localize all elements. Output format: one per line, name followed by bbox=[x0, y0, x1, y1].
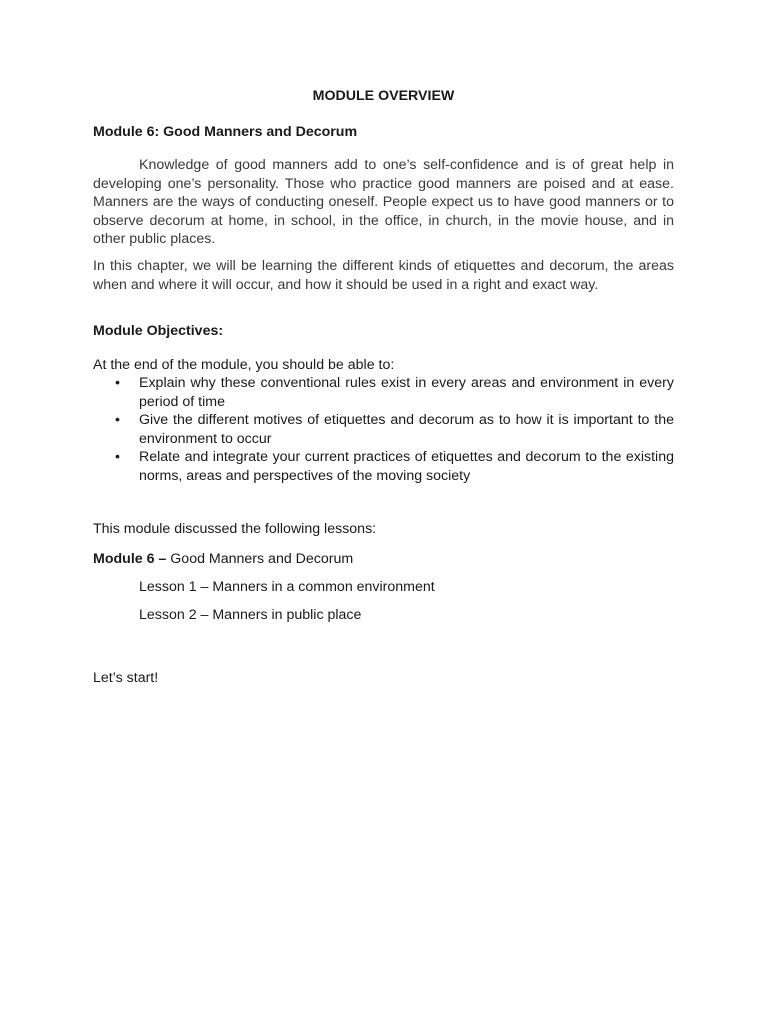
lessons-intro: This module discussed the following lessons: bbox=[93, 521, 377, 537]
objectives-intro: At the end of the module, you should be able to: bbox=[93, 357, 395, 373]
module-heading: Module 6: Good Manners and Decorum bbox=[93, 124, 358, 140]
chapter-paragraph: In this chapter, we will be learning the different kinds of etiquettes and decorum, the areas when and where it will occur, and how it should be used in a right and exact way. bbox=[93, 258, 674, 293]
lesson-item-1: Lesson 1 – Manners in a common environment bbox=[139, 579, 435, 595]
bullet-icon: • bbox=[115, 375, 120, 391]
objective-text: Give the different motives of etiquettes and decorum as to how it is important to the environment to occur bbox=[139, 412, 674, 447]
bullet-icon: • bbox=[115, 412, 120, 429]
bullet-icon: • bbox=[115, 449, 120, 466]
lesson-item-2: Lesson 2 – Manners in public place bbox=[139, 607, 362, 623]
closing-text: Let’s start! bbox=[93, 670, 159, 686]
objectives-heading: Module Objectives: bbox=[93, 323, 224, 339]
list-item bbox=[93, 411, 674, 448]
intro-paragraph: Knowledge of good manners add to one’s self-confidence and is of great help in developing one’s personality. Those who practice good manners are poised and at ease. Manners are the ways of conducting oneself. People expect us to have good manners or to observe decorum at home, in school, in the office, in church, in the movie house, and in other public places. bbox=[93, 157, 674, 248]
module-label: Module 6 – bbox=[93, 551, 167, 567]
module-line bbox=[93, 549, 353, 569]
objectives-list bbox=[93, 374, 674, 486]
list-item bbox=[93, 448, 674, 485]
document-page bbox=[93, 0, 674, 1024]
module-name: Good Manners and Decorum bbox=[166, 551, 354, 567]
page-title: MODULE OVERVIEW bbox=[312, 88, 455, 104]
list-item bbox=[93, 374, 674, 411]
objective-text: Relate and integrate your current practices of etiquettes and decorum to the existing norms, areas and perspectives of the moving society bbox=[139, 449, 674, 484]
objective-text: Explain why these conventional rules exist in every areas and environment in every period of time bbox=[139, 375, 674, 410]
